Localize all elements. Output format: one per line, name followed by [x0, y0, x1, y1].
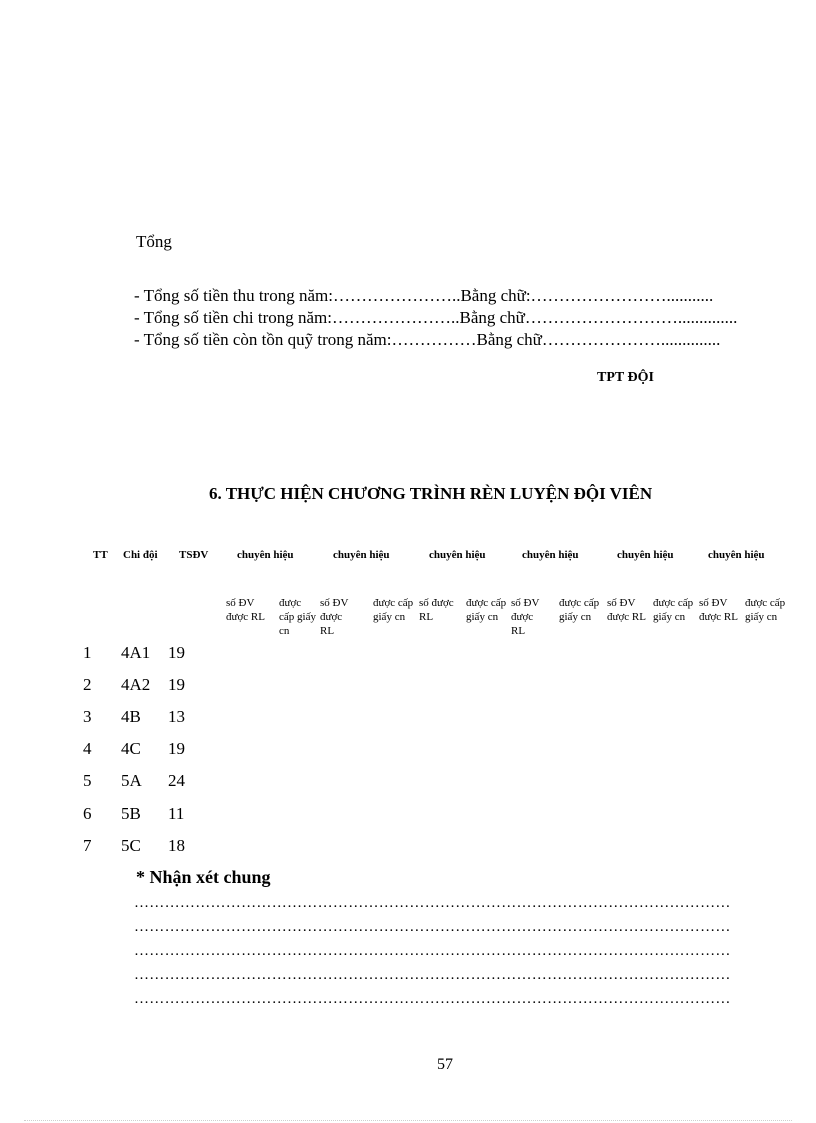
row-tsdv: 19: [168, 739, 185, 758]
comment-line: ………………………………………………………………………………………………………: [134, 943, 731, 959]
subheader-cell: được cấp giấy cn: [279, 597, 316, 637]
subheader-cell: được cấp giấy cn: [559, 597, 600, 623]
row-chi-doi: 5C: [121, 836, 141, 855]
subheader-cell: số ĐV được RL: [699, 597, 738, 623]
balance-line: - Tổng số tiền còn tồn quỹ trong năm:……………Bằng chữ…………………..............: [134, 330, 721, 349]
row-tsdv: 11: [168, 804, 185, 823]
comment-line: ………………………………………………………………………………………………………: [134, 967, 731, 983]
row-tsdv: 13: [168, 707, 185, 726]
row-tsdv: 19: [168, 643, 185, 662]
expense-line: - Tổng số tiền chi trong năm:…………………..Bằng chữ………………………..............: [134, 308, 738, 327]
row-chi-doi: 4A2: [121, 675, 151, 694]
row-chi-doi: 4A1: [121, 643, 151, 662]
row-chi-doi: 5A: [121, 771, 142, 790]
subheader-cell: số ĐV được RL: [320, 597, 349, 637]
subheader-cell: được cấp giấy cn: [653, 597, 694, 623]
comment-line: ………………………………………………………………………………………………………: [134, 919, 731, 935]
comment-line: ………………………………………………………………………………………………………: [134, 895, 731, 911]
row-tt: 1: [83, 643, 92, 662]
comments-heading: * Nhận xét chung: [136, 867, 271, 887]
row-tt: 3: [83, 707, 92, 726]
row-tt: 2: [83, 675, 92, 694]
row-chi-doi: 4C: [121, 739, 141, 758]
subheader-cell: số được RL: [419, 597, 454, 623]
comment-line: ………………………………………………………………………………………………………: [134, 991, 731, 1007]
subheader-cell: được cấp giấy cn: [745, 597, 786, 623]
row-chi-doi: 4B: [121, 707, 141, 726]
row-chi-doi: 5B: [121, 804, 141, 823]
page-bottom-divider: [24, 1120, 792, 1121]
income-line: - Tổng số tiền thu trong năm:…………………..Bằng chữ:……………………...........: [134, 286, 714, 305]
header-tsdv: TSĐV: [179, 549, 209, 561]
subheader-cell: số ĐV được RL: [511, 597, 540, 637]
subheader-cell: được cấp giấy cn: [373, 597, 414, 623]
subheader-cell: số ĐV được RL: [226, 597, 265, 623]
header-chuyen-hieu-1: chuyên hiệu: [237, 549, 294, 561]
row-tt: 5: [83, 771, 92, 790]
row-tsdv: 19: [168, 675, 185, 694]
section-title: 6. THỰC HIỆN CHƯƠNG TRÌNH RÈN LUYỆN ĐỘI VIÊN: [209, 484, 653, 503]
row-tt: 6: [83, 804, 92, 823]
signature-label: TPT ĐỘI: [597, 370, 654, 385]
subheader-cell: được cấp giấy cn: [466, 597, 507, 623]
row-tt: 7: [83, 836, 92, 855]
subheader-cell: số ĐV được RL: [607, 597, 646, 623]
header-chuyen-hieu-6: chuyên hiệu: [708, 549, 765, 561]
page-number: 57: [437, 1056, 453, 1073]
header-tt: TT: [93, 549, 108, 561]
header-chuyen-hieu-5: chuyên hiệu: [617, 549, 674, 561]
header-chuyen-hieu-2: chuyên hiệu: [333, 549, 390, 561]
summary-heading: Tổng: [136, 232, 172, 251]
row-tt: 4: [83, 739, 92, 758]
header-chi-doi: Chi đội: [123, 549, 158, 561]
row-tsdv: 24: [168, 771, 185, 790]
header-chuyen-hieu-3: chuyên hiệu: [429, 549, 486, 561]
header-chuyen-hieu-4: chuyên hiệu: [522, 549, 579, 561]
row-tsdv: 18: [168, 836, 185, 855]
